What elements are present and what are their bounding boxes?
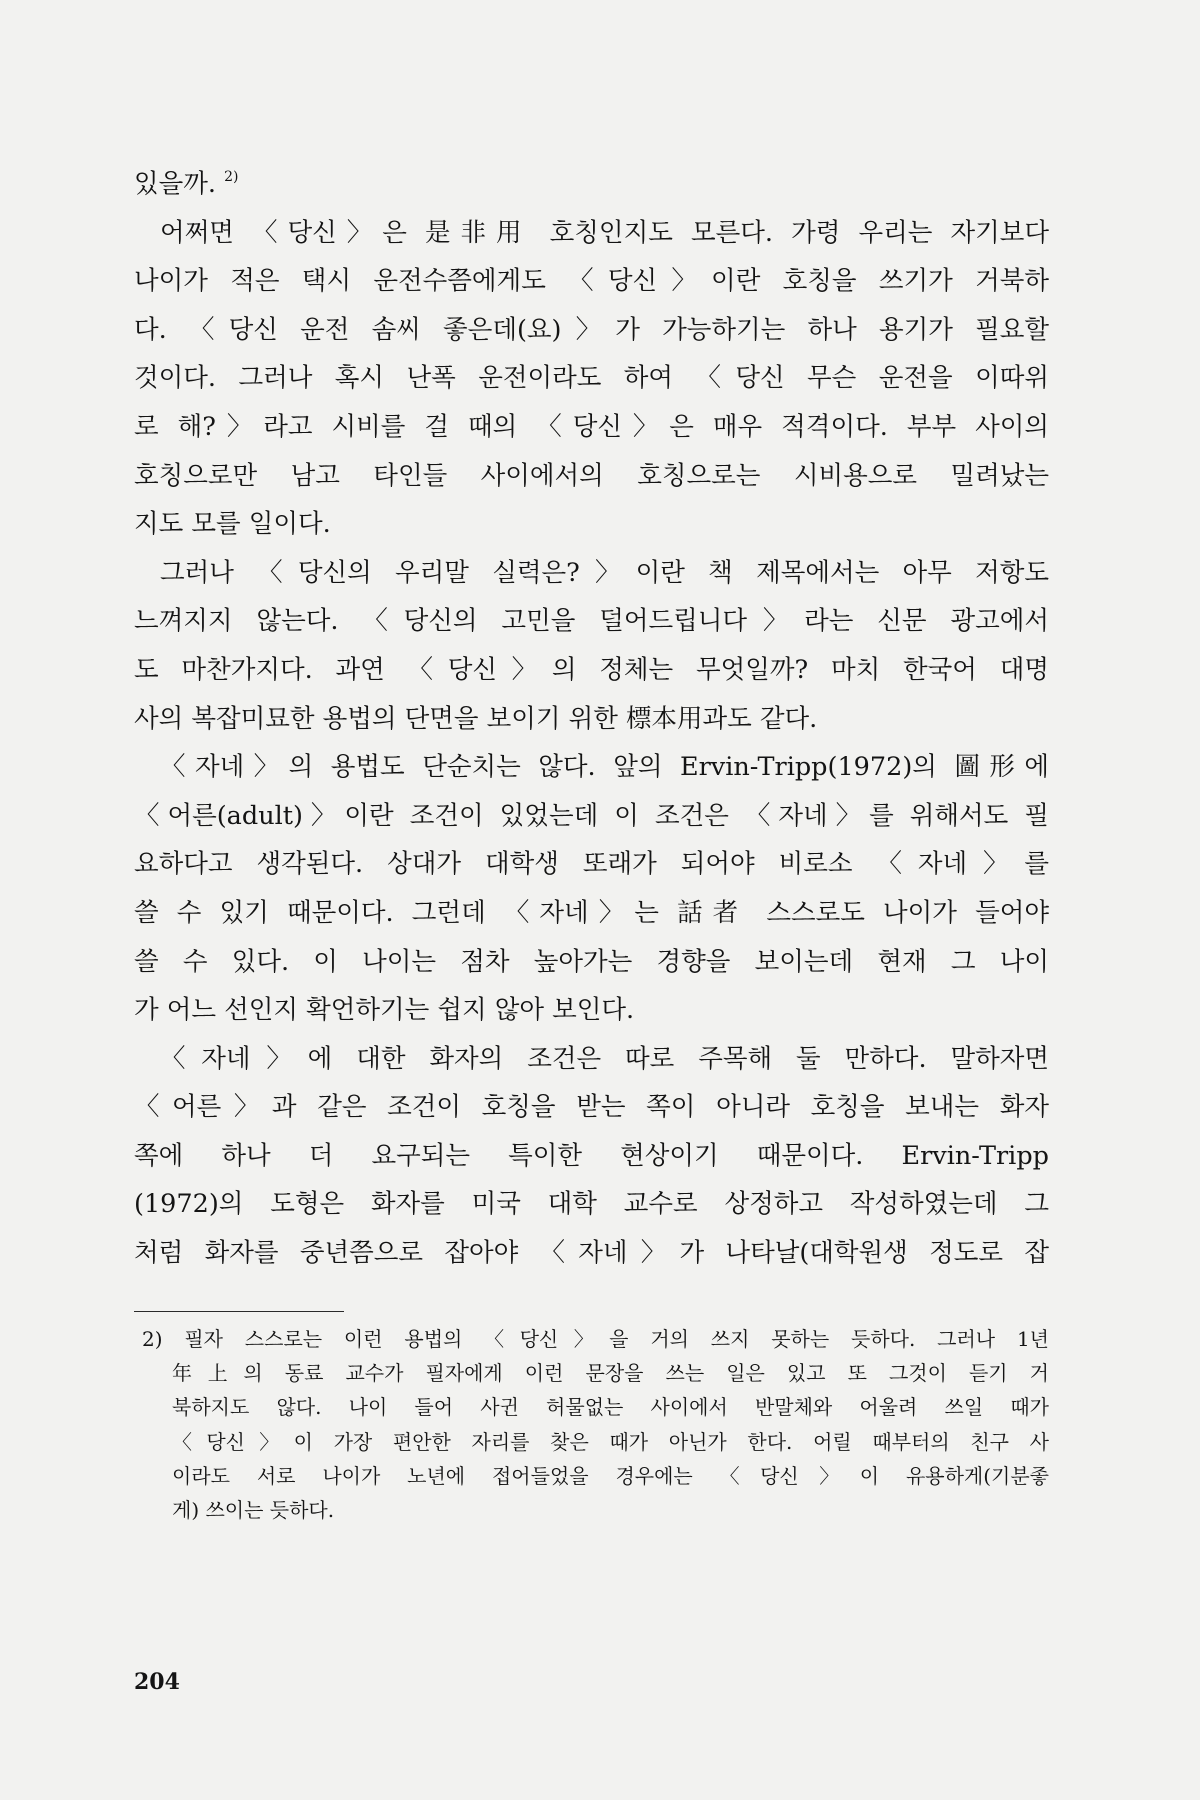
text-line: 나이가 적은 택시 운전수쯤에게도 〈당신〉이란 호칭을 쓰기가 거북하 [134, 266, 1049, 297]
footnote-line: 북하지도 않다. 나이 들어 사귄 허물없는 사이에서 반말체와 어울려 쓰일 때가 [172, 1395, 1049, 1420]
text-line: 다. 〈당신 운전 솜씨 좋은데(요)〉가 가능하기는 하나 용기가 필요할 [134, 314, 1049, 345]
text-line: 호칭으로만 남고 타인들 사이에서의 호칭으로는 시비용으로 밀려났는 [134, 460, 1049, 491]
footnote-line: 이라도 서로 나이가 노년에 접어들었을 경우에는 〈당신〉이 유용하게(기분좋 [172, 1463, 1049, 1488]
text-line: 〈자네〉에 대한 화자의 조건은 따로 주목해 둘 만하다. 말하자면 [160, 1043, 1049, 1074]
text-line: 처럼 화자를 중년쯤으로 잡아야 〈자네〉가 나타날(대학원생 정도로 잡 [134, 1238, 1049, 1269]
footnote-line: 게) 쓰이는 듯하다. [172, 1497, 335, 1522]
text-line: 사의 복잡미묘한 용법의 단면을 보이기 위한 標本用과도 같다. [134, 703, 818, 734]
text-line: 있을까. $^{2)}$ [134, 169, 239, 199]
footnote [142, 1322, 1049, 1527]
text-line: 쓸 수 있다. 이 나이는 점차 높아가는 경향을 보이는데 현재 그 나이 [134, 946, 1049, 977]
text-line: 느껴지지 않는다. 〈당신의 고민을 덜어드립니다〉라는 신문 광고에서 [134, 606, 1049, 637]
text-line: (1972)의 도형은 화자를 미국 대학 교수로 상정하고 작성하였는데 그 [134, 1189, 1049, 1220]
footnote-divider [134, 1311, 344, 1312]
body-text [134, 160, 1049, 1278]
text-line: 쓸 수 있기 때문이다. 그런데 〈자네〉는 話者 스스로도 나이가 들어야 [134, 897, 1049, 928]
footnote-marker: 2) [224, 169, 239, 185]
text-line: 그러나 〈당신의 우리말 실력은?〉이란 책 제목에서는 아무 저항도 [160, 557, 1049, 588]
text-line: 요하다고 생각된다. 상대가 대학생 또래가 되어야 비로소 〈자네〉를 [134, 849, 1049, 880]
text-line: 어쩌면 〈당신〉은 是非用 호칭인지도 모른다. 가령 우리는 자기보다 [160, 217, 1049, 248]
footnote-line: 年上의 동료 교수가 필자에게 이런 문장을 쓰는 일은 있고 또 그것이 듣기 거 [172, 1361, 1049, 1386]
text-line: 〈어른〉과 같은 조건이 호칭을 받는 쪽이 아니라 호칭을 보내는 화자 [134, 1092, 1049, 1123]
page-number: 204 [134, 1669, 180, 1695]
text-line: 쪽에 하나 더 요구되는 특이한 현상이기 때문이다. Ervin-Tripp [134, 1140, 1049, 1171]
text-line: 가 어느 선인지 확언하기는 쉽지 않아 보인다. [134, 995, 635, 1026]
text-line: 지도 모를 일이다. [134, 509, 331, 540]
text-line: 로 해?〉라고 시비를 걸 때의 〈당신〉은 매우 적격이다. 부부 사이의 [134, 411, 1049, 442]
text-line: 도 마찬가지다. 과연 〈당신〉의 정체는 무엇일까? 마치 한국어 대명 [134, 654, 1049, 685]
footnote-line: 2) 필자 스스로는 이런 용법의 〈당신〉을 거의 쓰지 못하는 듯하다. 그러나 1년 [142, 1327, 1049, 1351]
text-line: 〈자네〉의 용법도 단순치는 않다. 앞의 Ervin-Tripp(1972)의 圖形에 [160, 752, 1049, 783]
footnote-line: 〈당신〉이 가장 편안한 자리를 찾은 때가 아닌가 한다. 어릴 때부터의 친구 사 [172, 1429, 1049, 1454]
text-line: 〈어른(adult)〉이란 조건이 있었는데 이 조건은 〈자네〉를 위해서도 필 [134, 800, 1049, 831]
text-line: 것이다. 그러나 혹시 난폭 운전이라도 하여 〈당신 무슨 운전을 이따위 [134, 363, 1049, 394]
